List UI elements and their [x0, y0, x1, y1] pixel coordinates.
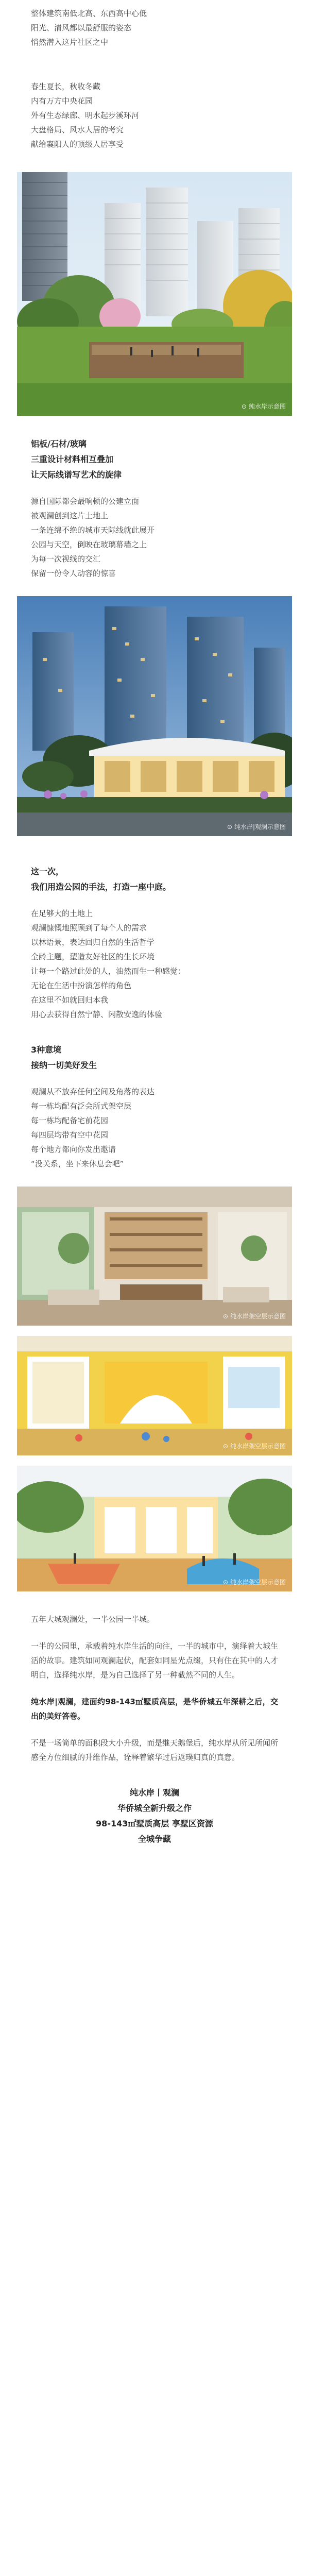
image-dusk-towers: [17, 596, 292, 836]
heading-line: 三重设计材料相互叠加: [31, 454, 114, 464]
text-line: 每个地方都向你发出邀请: [31, 1145, 116, 1154]
text-line: 保留一份令人动容的惊喜: [31, 569, 116, 578]
text-line: 在足够大的土地上: [31, 909, 93, 918]
text-line: 一条连绵不绝的城市天际线就此展开: [31, 526, 155, 535]
image-towers-garden: [17, 172, 292, 416]
footer-line: 华侨城全新升级之作: [117, 1803, 192, 1813]
text-line: 观澜从不放弃任何空间及角落的表达: [31, 1087, 155, 1096]
text-paragraph: 一半的公园里，承载着纯水岸生活的向往，一半的城市中，演绎着大城生活的故事。建筑如同观澜起伏，配套如同星光点缀，只有住在其中的人才明白，选择纯水岸，是为自己选择了另一种截然不同的人生。: [31, 1641, 279, 1680]
text-line: 阳光、清风都以最舒服的姿态: [31, 23, 132, 32]
text-line: 每一栋均配有泛会所式架空层: [31, 1101, 132, 1111]
text-line: 献给襄阳人的顶级人居享受: [31, 140, 124, 149]
text-line: 公园与天空，倒映在玻璃幕墙之上: [31, 540, 147, 549]
location-icon: ⊙: [241, 402, 247, 410]
text-paragraph: 纯水岸|观澜，建面约98-143㎡墅质高层，是华侨城五年深耕之后，交出的美好答卷。: [31, 1697, 278, 1721]
image-lounge: [17, 1187, 292, 1326]
text-line: 大盘格局、风水人居的考究: [31, 125, 124, 134]
image-caption: ⊙ 纯水岸架空层示意图: [222, 1442, 286, 1450]
location-icon: ⊙: [222, 1312, 228, 1320]
materials-paragraph: [0, 494, 309, 581]
text-paragraph: 五年大城观澜处，一半公园一半城。: [31, 1615, 155, 1624]
moods-paragraph: [0, 1084, 309, 1171]
image-kids-play: [17, 1336, 292, 1455]
text-paragraph: 不是一场简单的面积段大小升级，而是继天鹅堡后，纯水岸从所见所闻所感全方位细腻的升维作品，诠释着繁华过后返璞归真的真意。: [31, 1738, 279, 1762]
text-line: 悄然潜入这片社区之中: [31, 38, 109, 47]
heading-line: 让天际线谱写艺术的旋律: [31, 470, 122, 480]
closing-paragraphs: [0, 1612, 309, 1765]
text-line: 以林语景，表达回归自然的生活哲学: [31, 938, 155, 947]
image-caption: ⊙ 纯水岸示意图: [241, 402, 286, 410]
footer-line: 98-143㎡墅质高层 享墅区资源: [96, 1819, 213, 1828]
text-line: 源自国际都会最响顿的公建立面: [31, 497, 140, 506]
text-line: 春生夏长，秋收冬藏: [31, 82, 101, 91]
intro-paragraph: [0, 6, 309, 49]
text-line: “没关系，坐下来休息会吧”: [31, 1159, 124, 1168]
text-line: 每一栋均配备宅前花园: [31, 1116, 109, 1125]
moods-heading: [0, 1042, 309, 1073]
text-line: 让每一个路过此处的人，油然而生一种感觉：: [31, 967, 186, 976]
text-line: 被观澜创到这片土地上: [31, 511, 109, 520]
season-paragraph: [0, 79, 309, 151]
location-icon: ⊙: [227, 823, 232, 831]
atrium-paragraph: [0, 906, 309, 1022]
text-line: 无论在生活中扮演怎样的角色: [31, 981, 132, 990]
text-line: 整体建筑南低北高、东西高中心低: [31, 9, 147, 18]
image-caption: ⊙ 纯水岸架空层示意图: [222, 1578, 286, 1586]
materials-heading: [0, 436, 309, 483]
footer-line: 纯水岸丨观澜: [129, 1788, 179, 1798]
location-icon: ⊙: [222, 1578, 228, 1586]
text-line: 每四层均带有空中花园: [31, 1130, 109, 1140]
footer-line: 全城争藏: [138, 1834, 171, 1844]
location-icon: ⊙: [222, 1442, 228, 1450]
text-line: 外有生态绿廊、明水起步溪环河: [31, 111, 140, 120]
text-line: 用心去获得自然宁静、闲散安逸的体验: [31, 1010, 163, 1019]
atrium-heading: [0, 864, 309, 895]
heading-line: 这一次，: [31, 867, 64, 876]
text-line: 为每一次视线的交汇: [31, 554, 101, 564]
text-line: 内有万方中央花园: [31, 96, 93, 106]
image-caption: ⊙ 纯水岸|观澜示意图: [227, 823, 286, 831]
text-line: 在这里不如就回归本我: [31, 995, 109, 1005]
heading-line: 接纳一切美好发生: [31, 1060, 97, 1070]
text-line: 全龄主题，塑造友好社区的生长环境: [31, 952, 155, 961]
image-caption: ⊙ 纯水岸架空层示意图: [222, 1312, 286, 1320]
text-line: 观澜慷慨地照顾到了每个人的需求: [31, 923, 147, 933]
heading-line: 我们用造公园的手法，打造一座中庭。: [31, 882, 171, 892]
heading-line: 铝板/石材/玻璃: [31, 439, 87, 449]
footer-slogan: [0, 1785, 309, 1847]
image-playground: [17, 1466, 292, 1591]
heading-line: 3种意境: [31, 1045, 62, 1055]
